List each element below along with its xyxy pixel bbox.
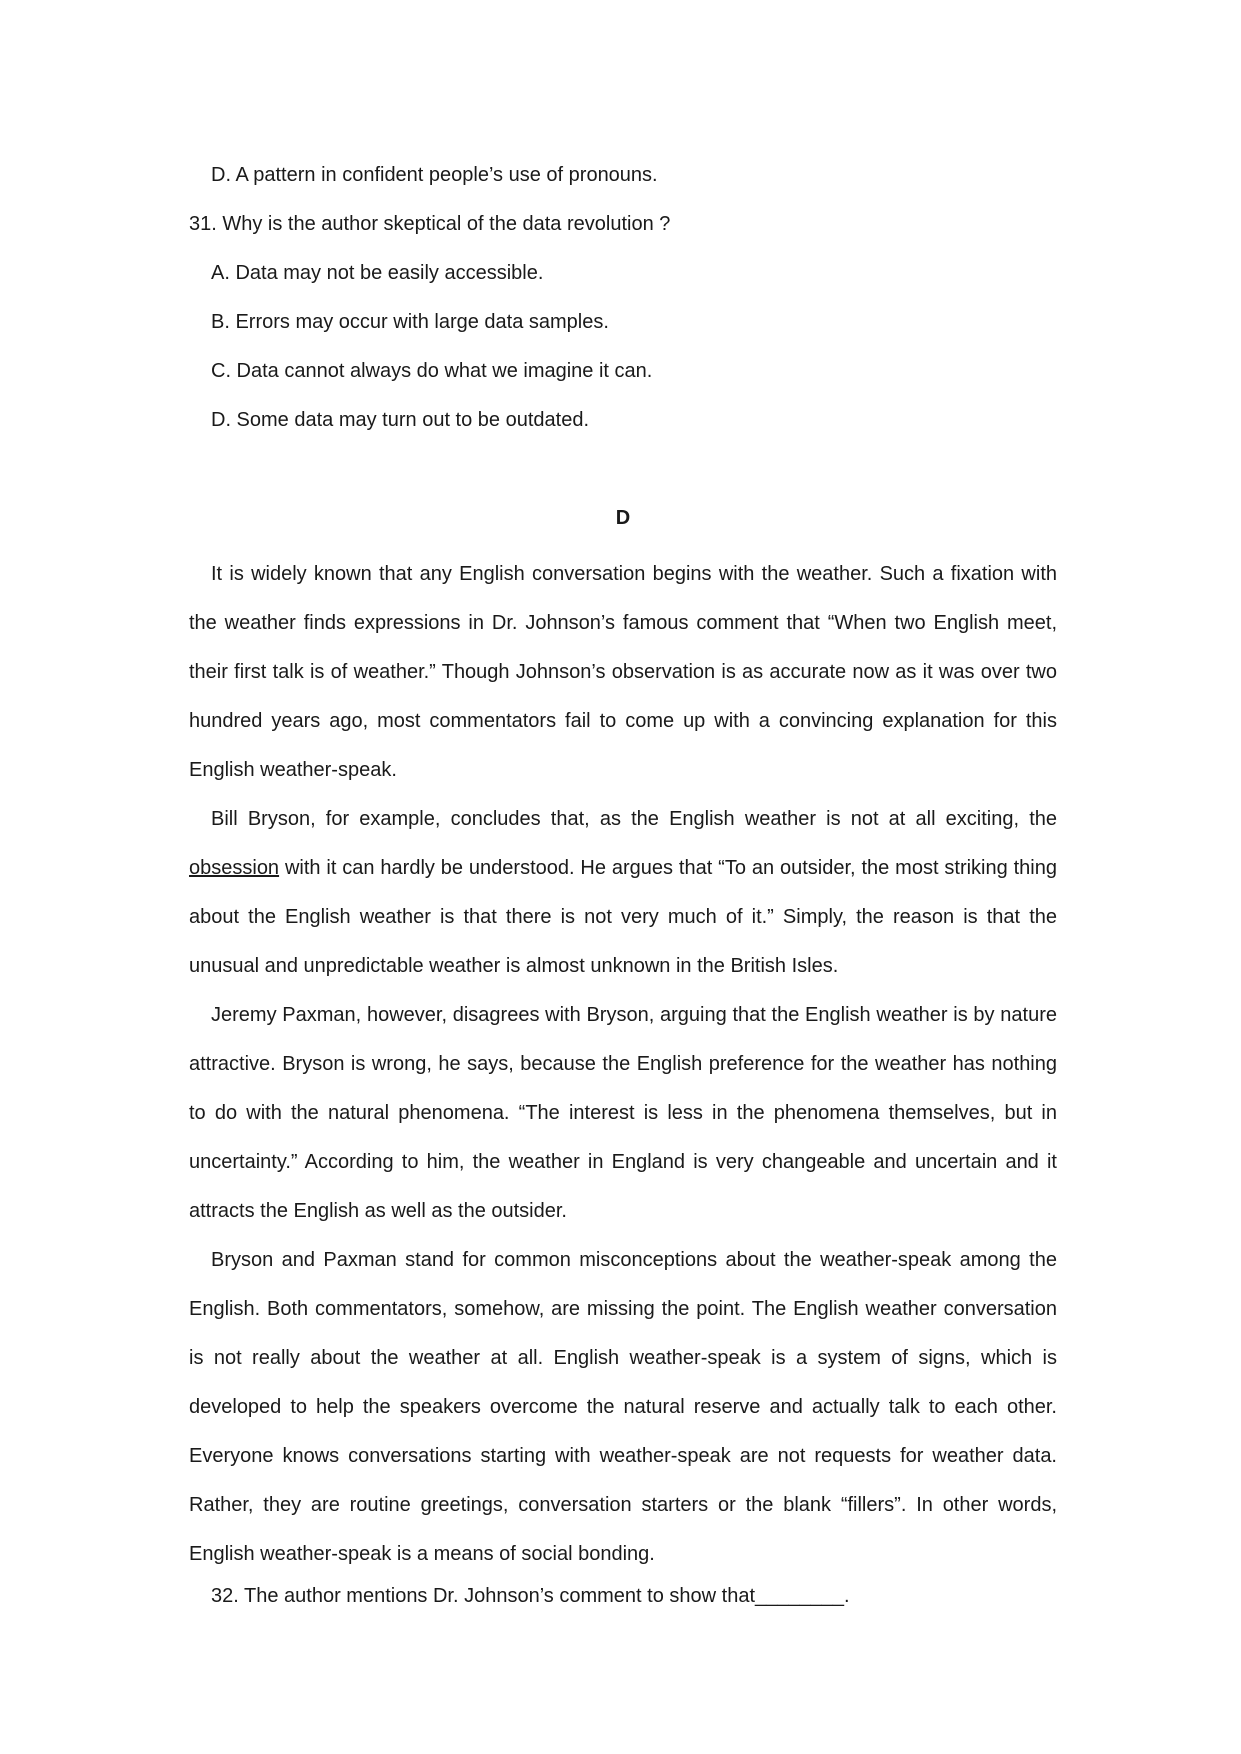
- paragraph-2-text-before: Bill Bryson, for example, concludes that, as the English weather is not at all exciting, the: [211, 808, 1057, 830]
- section-spacer: [189, 452, 1057, 501]
- q32-stem: 32. The author mentions Dr. Johnson’s comment to show that________.: [211, 1585, 850, 1607]
- q31-stem: 31. Why is the author skeptical of the data revolution ?: [189, 213, 671, 235]
- section-heading: D: [615, 507, 631, 529]
- document-page: [189, 158, 1057, 1628]
- underlined-word-obsession: obsession: [189, 857, 280, 879]
- passage-paragraph-3: Jeremy Paxman, however, disagrees with Bryson, arguing that the English weather is by nature attractive. Bryson is wrong, he says, because the English preference for the weather has nothing to do with the natural phenomena. “The interest is less in the phenomena themselves, but in uncertainty.” According to him, the weather in England is very changeable and uncertain and it attracts the English as well as the outsider.: [189, 1004, 1057, 1222]
- passage-paragraph-2: [189, 795, 1057, 991]
- passage-paragraph-1: It is widely known that any English conversation begins with the weather. Such a fixation with the weather finds expressions in Dr. Johnson’s famous comment that “When two English meet, their first talk is of weather.” Though Johnson’s observation is as accurate now as it was over two hundred years ago, most commentators fail to come up with a convincing explanation for this English weather-speak.: [189, 563, 1057, 781]
- q31-option-d: D. Some data may turn out to be outdated.: [211, 409, 590, 431]
- paragraph-2-text-after: with it can hardly be understood. He argues that “To an outsider, the most striking thing about the English weather is that there is not very much of it.” Simply, the reason is that the unusual and unpredictable weather is almost unknown in the British Isles.: [189, 857, 1057, 977]
- passage-paragraph-4: Bryson and Paxman stand for common misconceptions about the weather-speak among the English. Both commentators, somehow, are missing the point. The English weather conversation is not really about the weather at all. English weather-speak is a system of signs, which is developed to help the speakers overcome the natural reserve and actually talk to each other. Everyone knows conversations starting with weather-speak are not requests for weather data. Rather, they are routine greetings, conversation starters or the blank “fillers”. In other words, English weather-speak is a means of social bonding.: [189, 1249, 1057, 1565]
- q31-option-c: C. Data cannot always do what we imagine it can.: [211, 360, 653, 382]
- q30-option-d: D. A pattern in confident people’s use of pronouns.: [211, 164, 658, 186]
- q31-option-b: B. Errors may occur with large data samples.: [211, 311, 609, 333]
- q31-option-a: A. Data may not be easily accessible.: [211, 262, 544, 284]
